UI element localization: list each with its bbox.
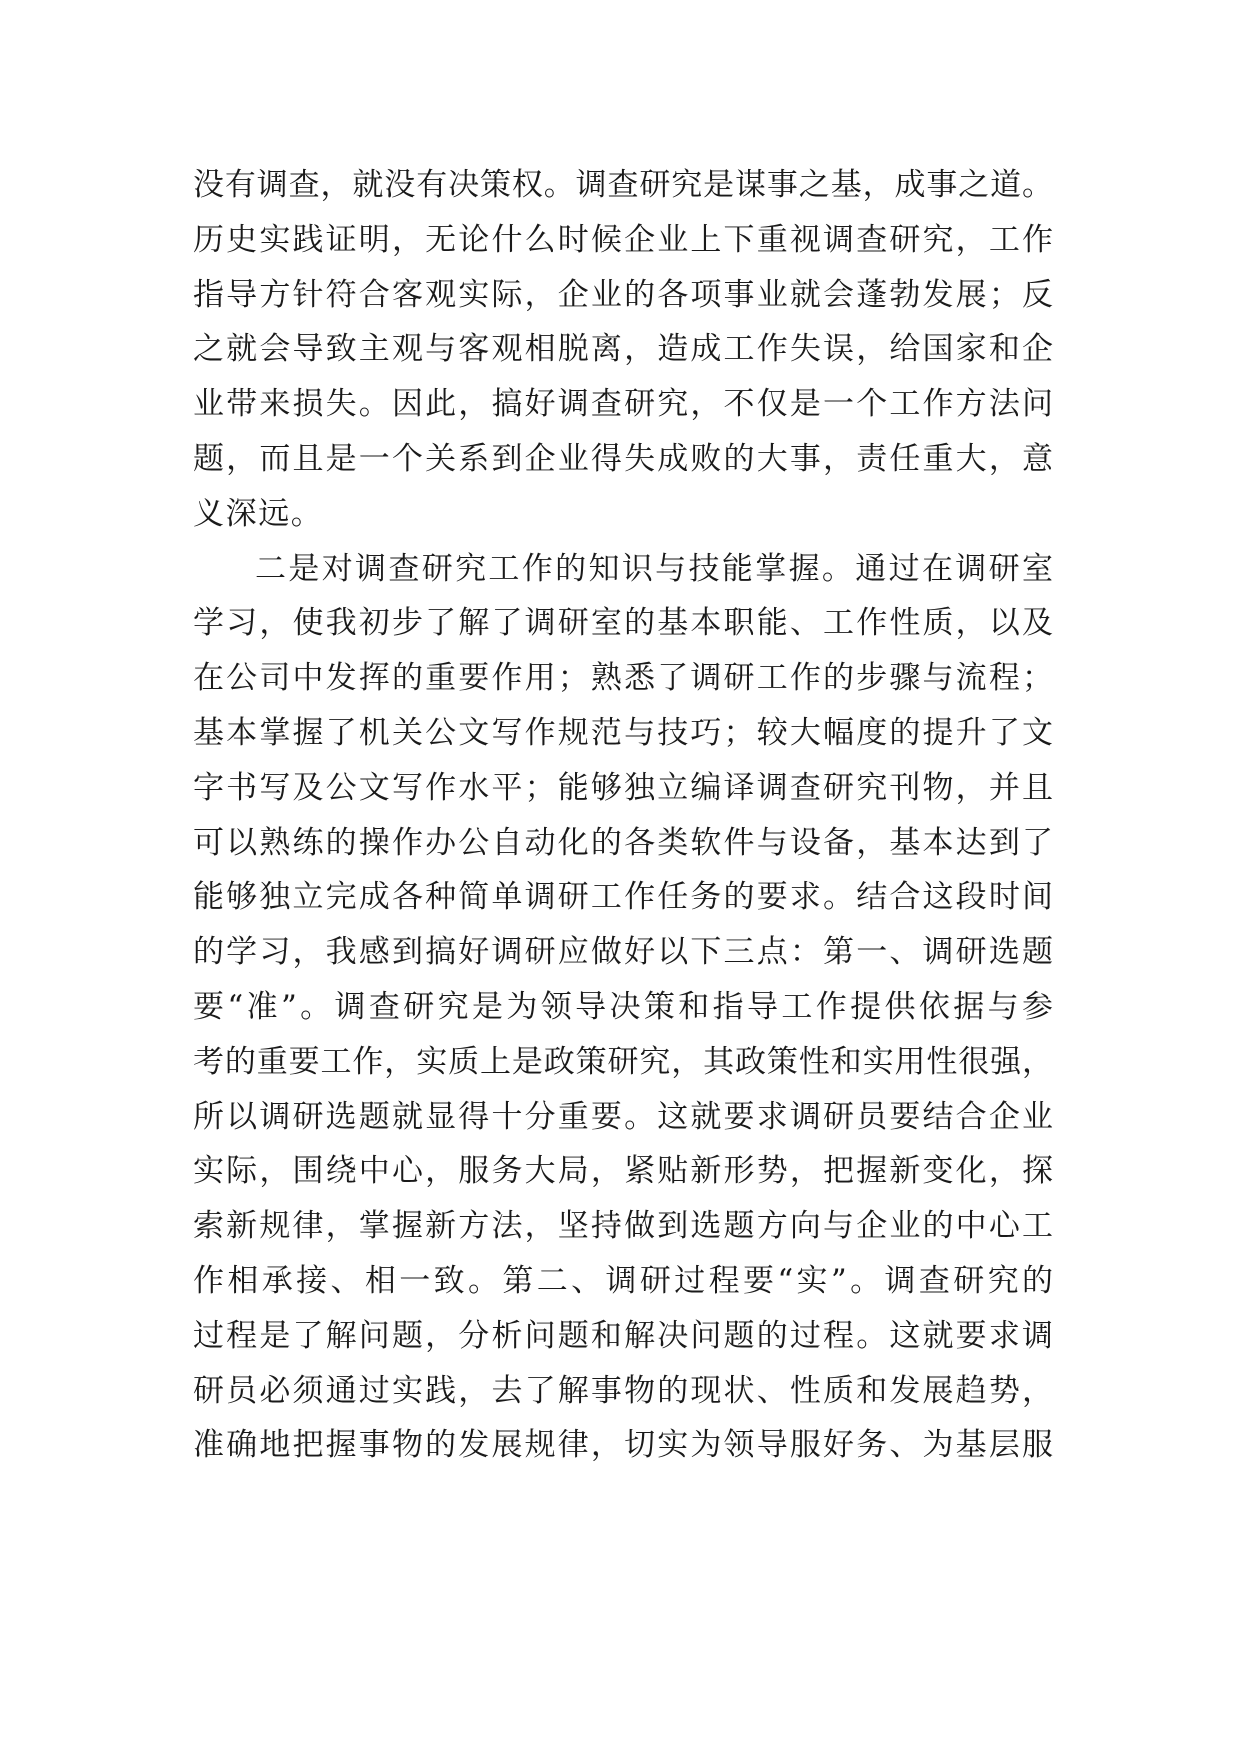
paragraph-1	[193, 158, 1053, 542]
text-line: 所以调研选题就显得十分重要。这就要求调研员要结合企业	[193, 1098, 1053, 1135]
text-line: 要“准”。调查研究是为领导决策和指导工作提供依据与参	[193, 988, 1053, 1025]
text-line: 题，而且是一个关系到企业得失成败的大事，责任重大，意	[193, 440, 1053, 477]
text-line: 没有调查，就没有决策权。调查研究是谋事之基，成事之道。	[193, 167, 1053, 203]
text-line: 指导方针符合客观实际，企业的各项事业就会蓬勃发展；反	[193, 276, 1053, 313]
text-line: 业带来损失。因此，搞好调查研究，不仅是一个工作方法问	[193, 386, 1053, 423]
text-line: 索新规律，掌握新方法，坚持做到选题方向与企业的中心工	[193, 1208, 1053, 1245]
text-line: 能够独立完成各种简单调研工作任务的要求。结合这段时间	[193, 879, 1053, 916]
text-line: 考的重要工作，实质上是政策研究，其政策性和实用性很强，	[193, 1043, 1053, 1080]
text-line: 的学习，我感到搞好调研应做好以下三点：第一、调研选题	[193, 934, 1053, 971]
text-line: 作相承接、相一致。第二、调研过程要“实”。调查研究的	[193, 1262, 1053, 1299]
body-text	[193, 158, 1053, 1528]
text-line: 实际，围绕中心，服务大局，紧贴新形势，把握新变化，探	[193, 1153, 1053, 1190]
text-line: 义深远。	[193, 495, 324, 532]
text-line: 可以熟练的操作办公自动化的各类软件与设备，基本达到了	[193, 824, 1053, 861]
text-line: 准确地把握事物的发展规律，切实为领导服好务、为基层服	[193, 1427, 1053, 1464]
paragraph-2	[193, 542, 1053, 1528]
text-line: 字书写及公文写作水平；能够独立编译调查研究刊物，并且	[193, 769, 1053, 806]
text-line: 学习，使我初步了解了调研室的基本职能、工作性质，以及	[193, 605, 1053, 642]
text-line	[193, 1473, 1053, 1528]
text-line: 二是对调查研究工作的知识与技能掌握。通过在调研室	[255, 550, 1053, 587]
text-line: 历史实践证明，无论什么时候企业上下重视调查研究，工作	[193, 221, 1053, 258]
text-line: 研员必须通过实践，去了解事物的现状、性质和发展趋势，	[193, 1372, 1053, 1409]
text-line: 在公司中发挥的重要作用；熟悉了调研工作的步骤与流程；	[193, 660, 1053, 697]
text-line: 之就会导致主观与客观相脱离，造成工作失误，给国家和企	[193, 331, 1053, 368]
text-line: 基本掌握了机关公文写作规范与技巧；较大幅度的提升了文	[193, 714, 1053, 751]
text-line: 过程是了解问题，分析问题和解决问题的过程。这就要求调	[193, 1317, 1053, 1354]
